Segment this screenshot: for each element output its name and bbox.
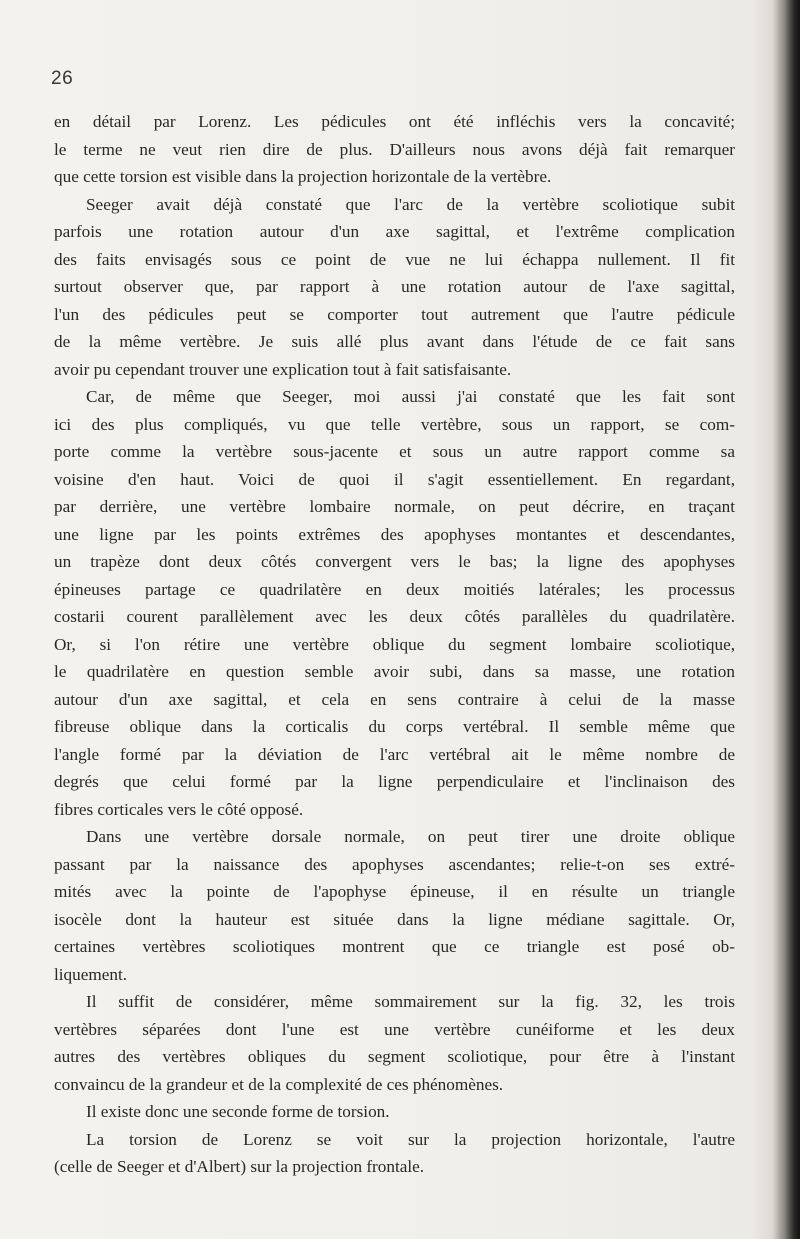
text-line: (celle de Seeger et d'Albert) sur la projection frontale. xyxy=(54,1157,425,1176)
text-line: en détail par Lorenz. Les pédicules ont été infléchis vers la concavité; xyxy=(54,112,735,131)
text-line: fibreuse oblique dans la corticalis du corps vertébral. Il semble même que xyxy=(54,717,735,736)
text-line: Dans une vertèbre dorsale normale, on peut tirer une droite oblique xyxy=(86,827,735,846)
text-line: Il existe donc une seconde forme de torsion. xyxy=(86,1102,390,1121)
text-line: degrés que celui formé par la ligne perpendiculaire et l'inclinaison des xyxy=(54,772,735,791)
text-line: fibres corticales vers le côté opposé. xyxy=(54,799,304,819)
text-line: un trapèze dont deux côtés convergent vers le bas; la ligne des apophyses xyxy=(54,552,735,571)
text-line: Il suffit de considérer, même sommairement sur la fig. 32, les trois xyxy=(86,992,735,1011)
text-line: passant par la naissance des apophyses ascendantes; relie-t-on ses extré- xyxy=(54,854,735,874)
text-line: Car, de même que Seeger, moi aussi j'ai constaté que les fait sont xyxy=(86,387,735,406)
text-line: l'angle formé par la déviation de l'arc vertébral ait le même nombre de xyxy=(54,744,735,764)
text-line: épineuses partage ce quadrilatère en deux moitiés latérales; les processus xyxy=(54,579,735,599)
text-line: vertèbres séparées dont l'une est une vertèbre cunéiforme et les deux xyxy=(54,1019,735,1039)
text-line: une ligne par les points extrêmes des apophyses montantes et descendantes, xyxy=(54,524,735,544)
text-line: le quadrilatère en question semble avoir subi, dans sa masse, une rotation xyxy=(54,662,735,681)
text-line: surtout observer que, par rapport à une rotation autour de l'axe sagittal, xyxy=(54,277,735,296)
text-line: convaincu de la grandeur et de la complexité de ces phénomènes. xyxy=(54,1074,504,1094)
text-line: que cette torsion est visible dans la projection horizontale de la vertèbre. xyxy=(54,167,552,186)
text-line: autres des vertèbres obliques du segment scoliotique, pour être à l'instant xyxy=(54,1047,735,1066)
text-line: ici des plus compliqués, vu que telle vertèbre, sous un rapport, se com- xyxy=(54,414,735,434)
text-line: des faits envisagés sous ce point de vue ne lui échappa nullement. Il fit xyxy=(54,249,735,269)
text-line: mités avec la pointe de l'apophyse épineuse, il en résulte un triangle xyxy=(54,882,735,901)
text-line: voisine d'en haut. Voici de quoi il s'agit essentiellement. En regardant, xyxy=(54,469,735,489)
text-line: de la même vertèbre. Je suis allé plus avant dans l'étude de ce fait sans xyxy=(54,332,735,351)
text-line: l'un des pédicules peut se comporter tout autrement que l'autre pédicule xyxy=(54,304,735,324)
text-line: costarii courent parallèlement avec les deux côtés parallèles du quadrilatère. xyxy=(54,607,735,626)
text-line: parfois une rotation autour d'un axe sagittal, et l'extrême complication xyxy=(54,222,735,241)
body-text xyxy=(54,108,735,1181)
text-line: La torsion de Lorenz se voit sur la projection horizontale, l'autre xyxy=(86,1129,735,1149)
text-line: porte comme la vertèbre sous-jacente et sous un autre rapport comme sa xyxy=(54,442,735,461)
text-line: certaines vertèbres scoliotiques montrent que ce triangle est posé ob- xyxy=(54,937,735,956)
text-line: liquement. xyxy=(54,964,128,984)
text-line: isocèle dont la hauteur est située dans la ligne médiane sagittale. Or, xyxy=(54,909,735,929)
text-line: par derrière, une vertèbre lombaire normale, on peut décrire, en traçant xyxy=(54,497,735,516)
text-line: le terme ne veut rien dire de plus. D'ailleurs nous avons déjà fait remarquer xyxy=(54,139,735,159)
page-number: 26 xyxy=(51,68,74,89)
text-line: Or, si l'on rétire une vertèbre oblique du segment lombaire scoliotique, xyxy=(54,634,735,654)
book-binding-edge xyxy=(772,0,800,1239)
text-line: autour d'un axe sagittal, et cela en sens contraire à celui de la masse xyxy=(54,689,735,709)
text-line: avoir pu cependant trouver une explication tout à fait satisfaisante. xyxy=(54,359,512,379)
text-line: Seeger avait déjà constaté que l'arc de la vertèbre scoliotique subit xyxy=(86,194,735,214)
